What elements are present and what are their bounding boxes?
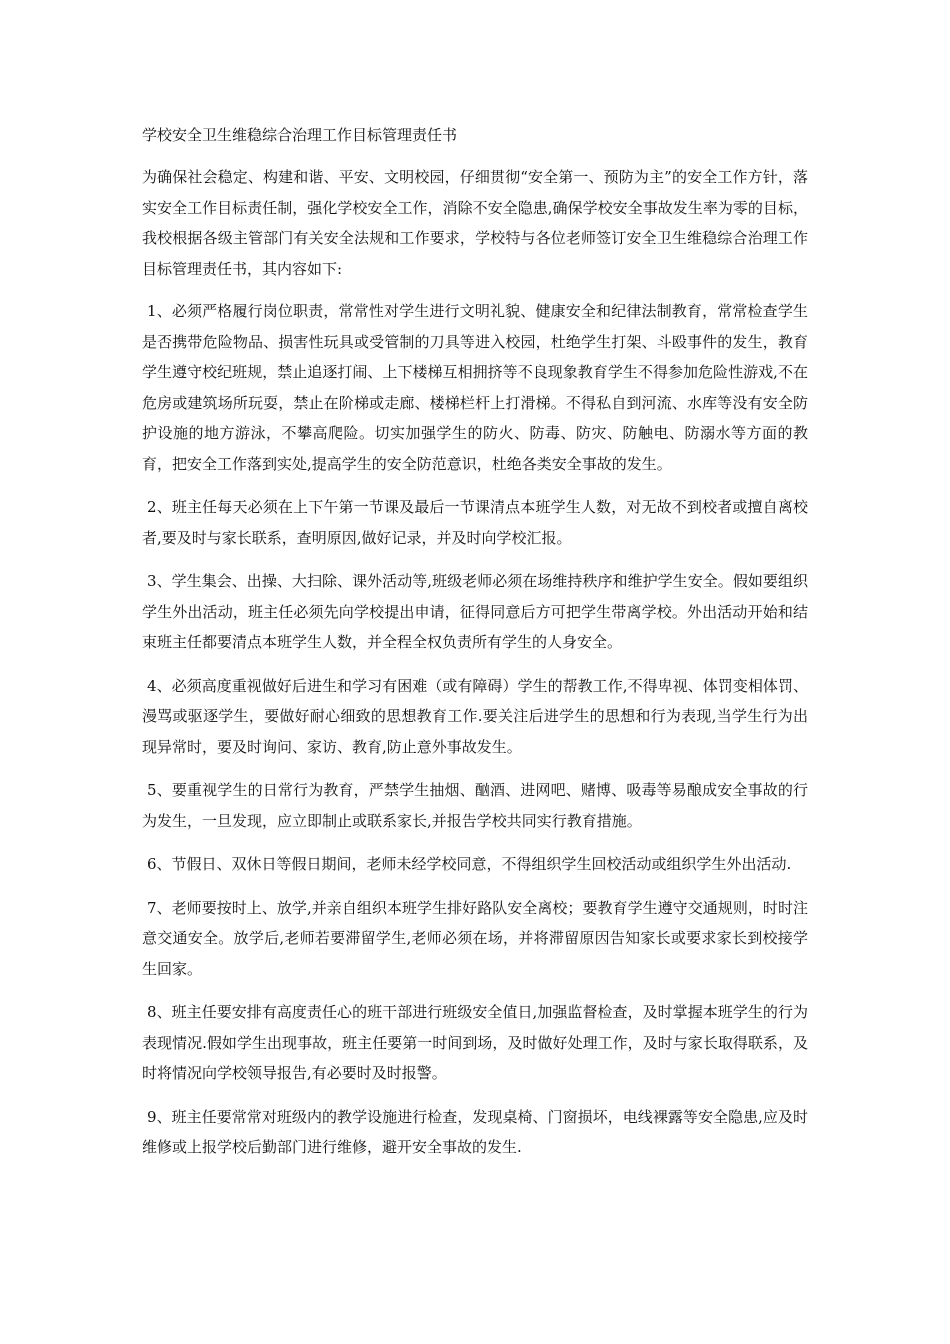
clause-1: 1、必须严格履行岗位职责，常常性对学生进行文明礼貌、健康安全和纪律法制教育，常常检查学生是否携带危险物品、损害性玩具或受管制的刀具等进入校园，杜绝学生打架、斗殴事件的发生，教育学生遵守校纪班规，禁止追逐打闹、上下楼梯互相拥挤等不良现象教育学生不得参加危险性游戏,不在危房或建筑场所玩耍，禁止在阶梯或走廊、楼梯栏杆上打滑梯。不得私自到河流、水库等没有安全防护设施的地方游泳，不攀高爬险。切实加强学生的防火、防毒、防灾、防触电、防溺水等方面的教育，把安全工作落到实处,提高学生的安全防范意识，杜绝各类安全事故的发生。 [142, 302, 808, 473]
clause-4: 4、必须高度重视做好后进生和学习有困难（或有障碍）学生的帮教工作,不得卑视、体罚变相体罚、漫骂或驱逐学生，要做好耐心细致的思想教育工作.要关注后进学生的思想和行为表现,当学生行为出现异常时，要及时询问、家访、教育,防止意外事故发生。 [142, 676, 808, 756]
clause-3: 3、学生集会、出操、大扫除、课外活动等,班级老师必须在场维持秩序和维护学生安全。假如要组织学生外出活动，班主任必须先向学校提出申请，征得同意后方可把学生带离学校。外出活动开始和结束班主任都要清点本班学生人数，并全程全权负责所有学生的人身安全。 [142, 572, 808, 651]
clause-9: 9、班主任要常常对班级内的教学设施进行检查，发现桌椅、门窗损坏，电线裸露等安全隐患,应及时维修或上报学校后勤部门进行维修，避开安全事故的发生. [142, 1107, 808, 1156]
clause-7: 7、老师要按时上、放学,并亲自组织本班学生排好路队安全离校；要教育学生遵守交通规则，时时注意交通安全。放学后,老师若要滞留学生,老师必须在场，并将滞留原因告知家长或要求家长到校接学生回家。 [142, 898, 808, 978]
clause-5: 5、要重视学生的日常行为教育，严禁学生抽烟、酗酒、进网吧、赌博、吸毒等易酿成安全事故的行为发生，一旦发现，应立即制止或联系家长,并报告学校共同实行教育措施。 [142, 781, 808, 830]
clause-8: 8、班主任要安排有高度责任心的班干部进行班级安全值日,加强监督检查，及时掌握本班学生的行为表现情况.假如学生出现事故，班主任要第一时间到场，及时做好处理工作，及时与家长取得联系，及时将情况向学校领导报告,有必要时及时报警。 [142, 1003, 808, 1082]
clause-2: 2、班主任每天必须在上下午第一节课及最后一节课清点本班学生人数，对无故不到校者或擅自离校者,要及时与家长联系，查明原因,做好记录，并及时向学校汇报。 [142, 498, 808, 547]
intro-paragraph: 为确保社会稳定、构建和谐、平安、文明校园，仔细贯彻“安全第一、预防为主”的安全工作方针，落实安全工作目标责任制，强化学校安全工作，消除不安全隐患,确保学校安全事故发生率为零的目标，我校根据各级主管部门有关安全法规和工作要求，学校特与各位老师签订安全卫生维稳综合治理工作目标管理责任书，其内容如下: [142, 168, 808, 278]
document-title: 学校安全卫生维稳综合治理工作目标管理责任书 [142, 126, 458, 144]
clause-6: 6、节假日、双休日等假日期间，老师未经学校同意，不得组织学生回校活动或组织学生外出活动. [147, 855, 792, 873]
